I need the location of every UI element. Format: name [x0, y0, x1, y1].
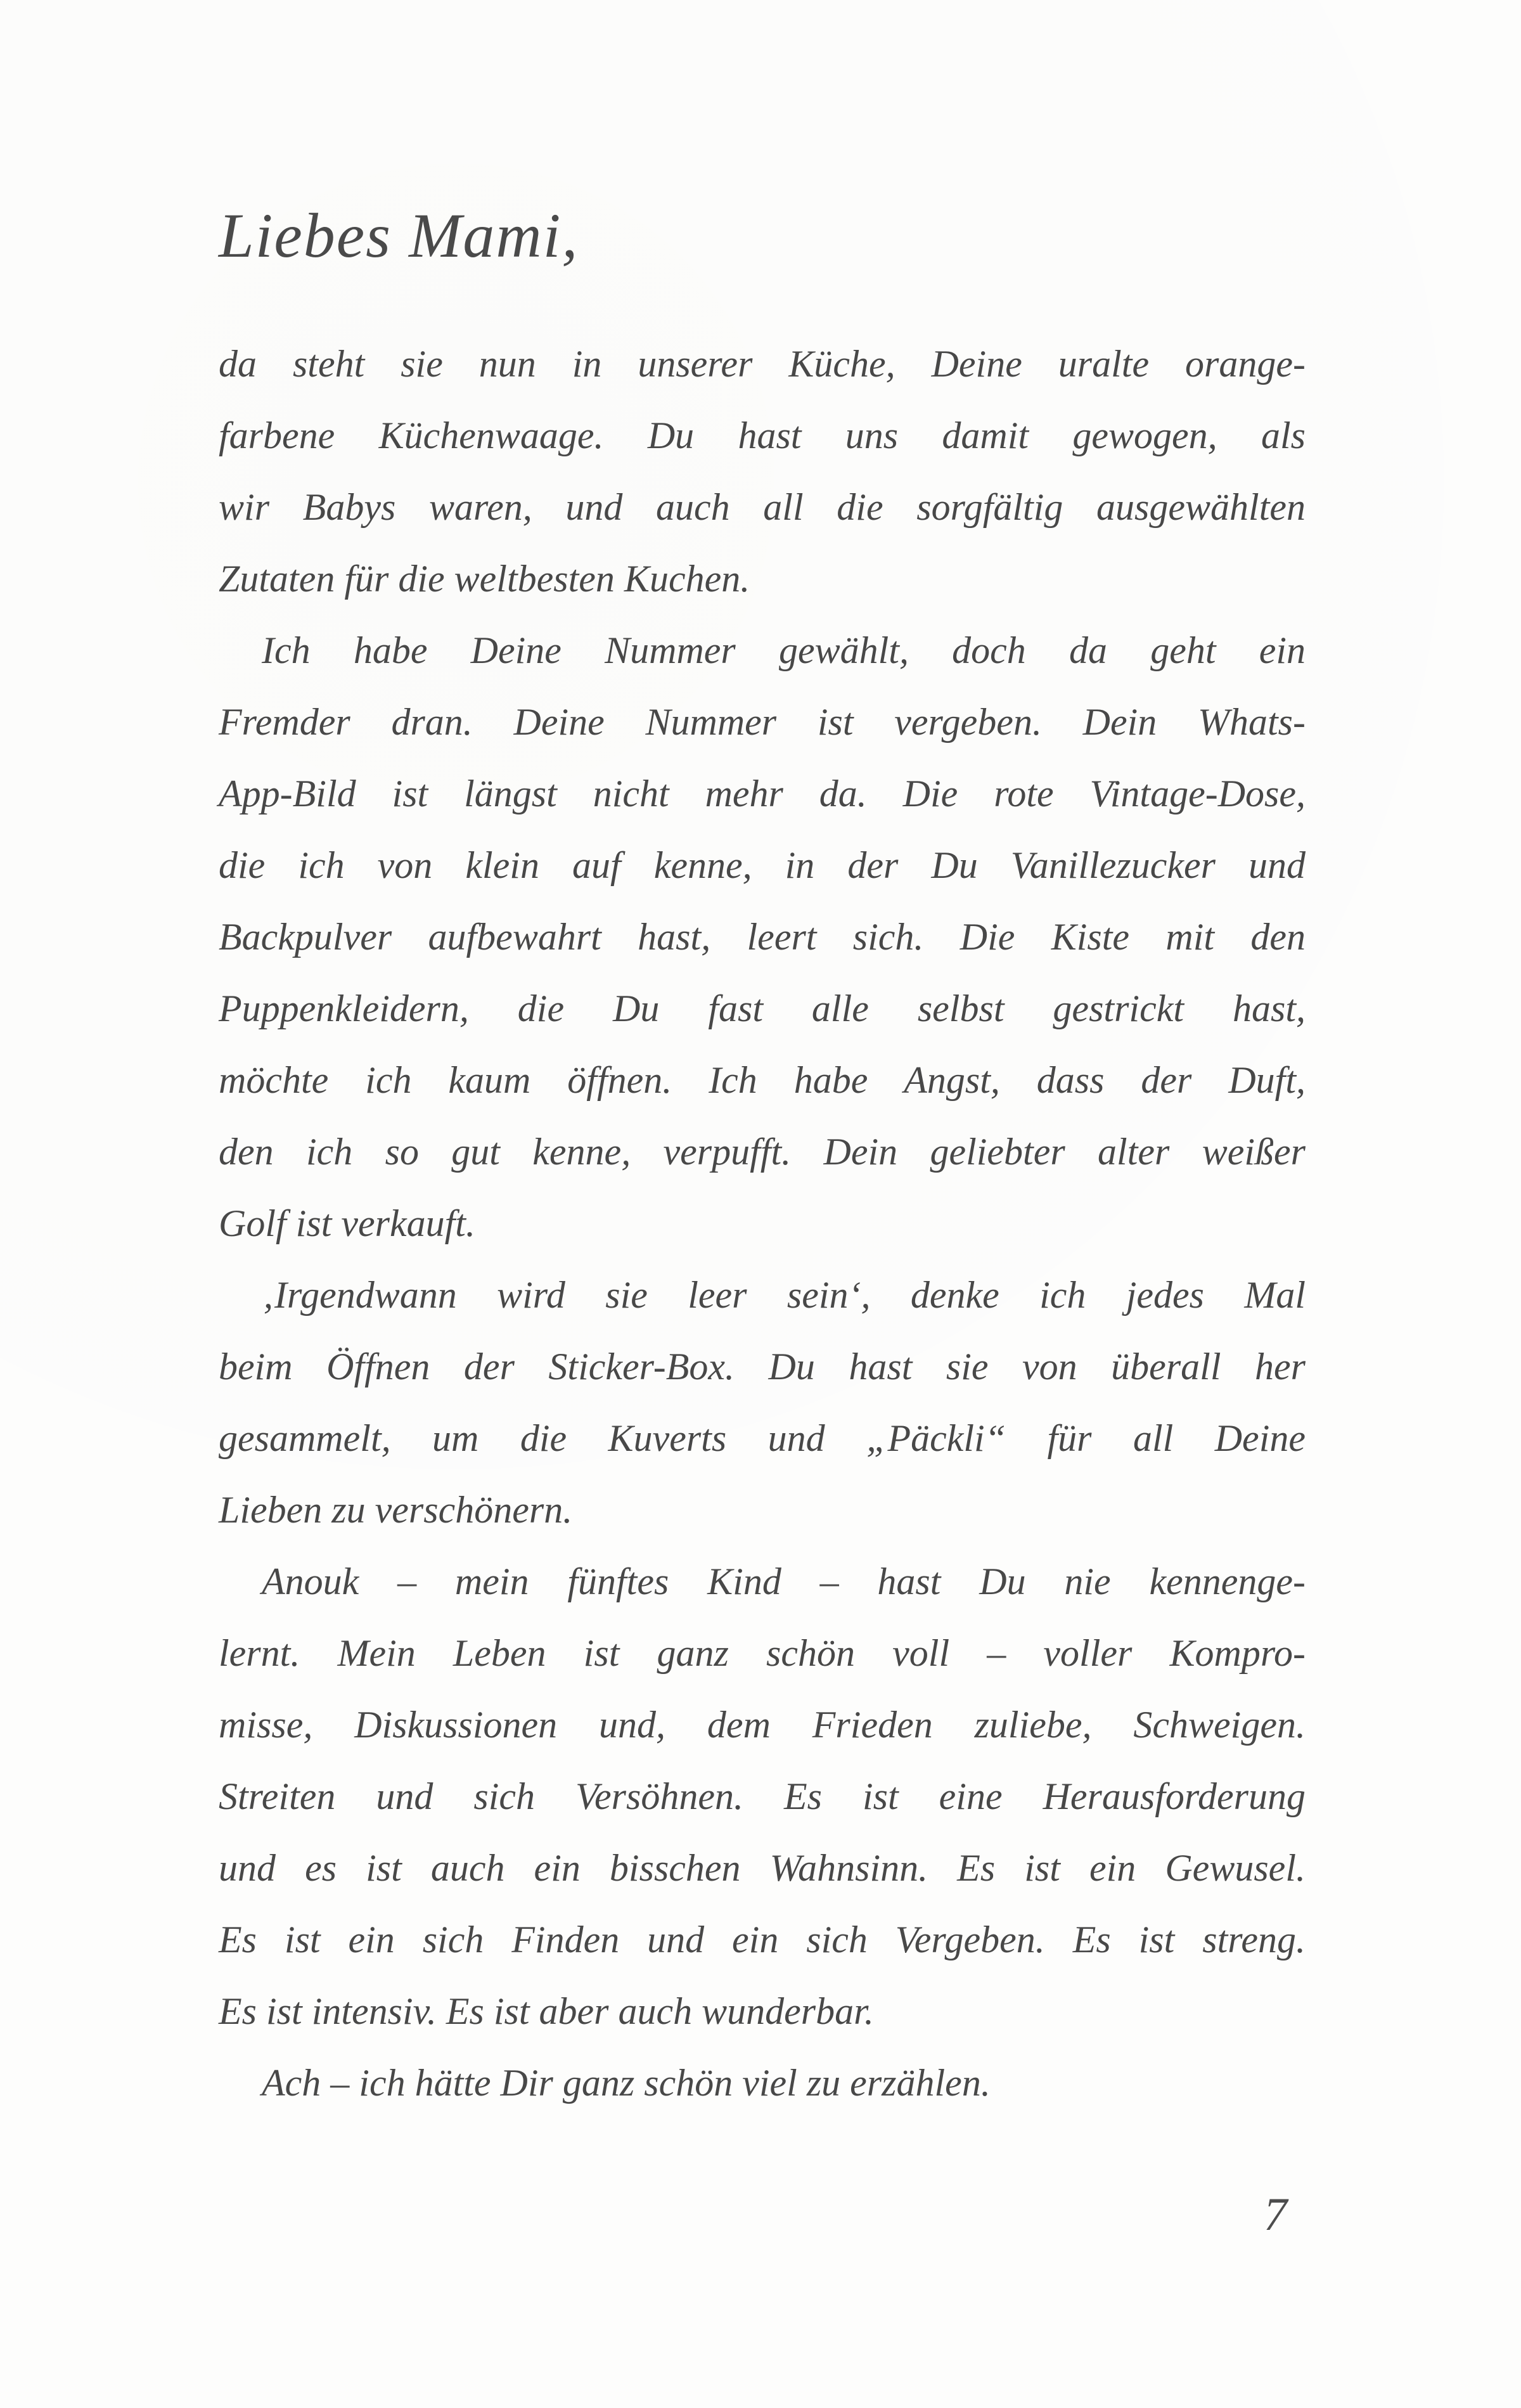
text-line: ‚Irgendwann wird sie leer sein‘, denke ich jedes Mal [262, 1274, 1306, 1316]
text-line: Ach – ich hätte Dir ganz schön viel zu erzählen. [262, 2062, 991, 2104]
page-number: 7 [1264, 2189, 1287, 2241]
text-line: den ich so gut kenne, verpufft. Dein geliebter alter weißer [219, 1131, 1306, 1173]
text-line: Streiten und sich Versöhnen. Es ist eine Herausforderung [219, 1775, 1306, 1817]
text-line: Backpulver aufbewahrt hast, leert sich. Die Kiste mit den [219, 916, 1306, 958]
text-line: App-Bild ist längst nicht mehr da. Die rote Vintage-Dose, [219, 773, 1306, 814]
text-line: lernt. Mein Leben ist ganz schön voll – voller Kompro- [219, 1632, 1306, 1674]
text-line: Anouk – mein fünftes Kind – hast Du nie kennenge- [262, 1561, 1306, 1602]
text-line: Es ist intensiv. Es ist aber auch wunderbar. [219, 1990, 874, 2032]
text-line: Puppenkleidern, die Du fast alle selbst gestrickt hast, [219, 988, 1306, 1029]
text-line: farbene Küchenwaage. Du hast uns damit gewogen, als [219, 415, 1306, 456]
text-line: gesammelt, um die Kuverts und „Päckli“ für all Deine [219, 1417, 1306, 1459]
text-line: Lieben zu verschönern. [219, 1489, 573, 1531]
text-line: wir Babys waren, und auch all die sorgfältig ausgewählten [219, 486, 1306, 528]
text-line: möchte ich kaum öffnen. Ich habe Angst, dass der Duft, [219, 1059, 1306, 1101]
text-line: und es ist auch ein bisschen Wahnsinn. Es ist ein Gewusel. [219, 1847, 1306, 1889]
text-line: Es ist ein sich Finden und ein sich Vergeben. Es ist streng. [219, 1919, 1306, 1961]
text-line: Golf ist verkauft. [219, 1202, 475, 1244]
text-line: Ich habe Deine Nummer gewählt, doch da geht ein [262, 629, 1306, 671]
text-line: Zutaten für die weltbesten Kuchen. [219, 558, 750, 600]
text-line: beim Öffnen der Sticker-Box. Du hast sie von überall her [219, 1346, 1306, 1387]
text-line: Fremder dran. Deine Nummer ist vergeben. Dein Whats- [219, 701, 1306, 743]
letter-salutation: Liebes Mami, [219, 200, 579, 271]
letter-body [219, 328, 1306, 2119]
text-line: die ich von klein auf kenne, in der Du Vanillezucker und [219, 844, 1306, 886]
text-line: da steht sie nun in unserer Küche, Deine uralte orange- [219, 343, 1306, 385]
text-line: misse, Diskussionen und, dem Frieden zuliebe, Schweigen. [219, 1704, 1306, 1746]
